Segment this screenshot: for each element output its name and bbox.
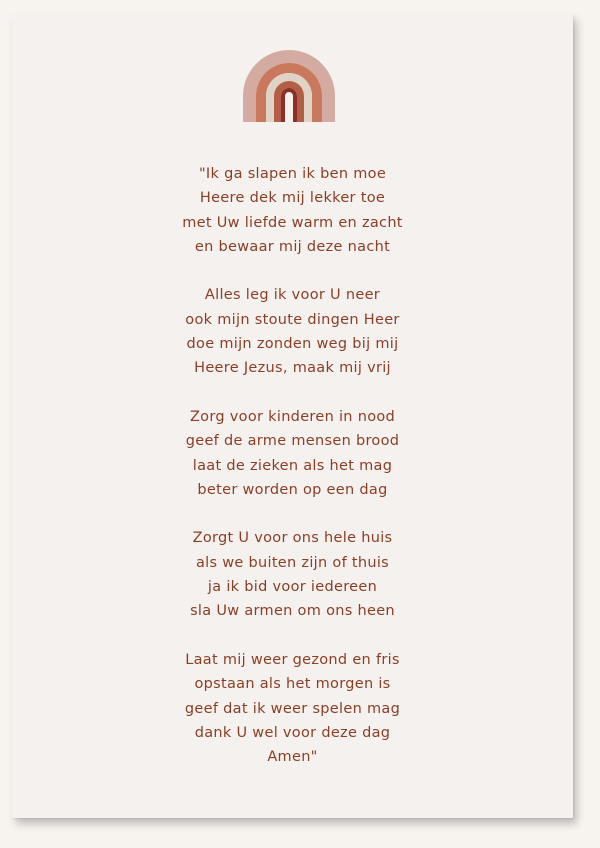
poem-line: geef dat ik weer spelen mag: [184, 700, 401, 717]
poem-line: geef de arme mensen brood: [185, 433, 400, 450]
poem-line: "Ik ga slapen ik ben moe: [198, 166, 387, 182]
poem-line: doe mijn zonden weg bij mij: [186, 336, 399, 353]
poem-stanza-3: [12, 405, 573, 502]
poem-line: sla Uw armen om ons heen: [190, 603, 395, 620]
poem-line: laat de zieken als het mag: [192, 457, 393, 474]
poem-line: opstaan als het morgen is: [194, 676, 391, 693]
poem-stanza-4: [12, 526, 573, 623]
rainbow-band-3: [266, 73, 312, 122]
poem-line: Heere dek mij lekker toe: [199, 190, 386, 207]
poem-line: met Uw liefde warm en zacht: [182, 214, 403, 231]
poem-stanza-5: [12, 648, 573, 769]
poem-line: beter worden op een dag: [197, 481, 388, 498]
poem-text: [12, 162, 573, 794]
poem-line: Laat mij weer gezond en fris: [185, 651, 400, 668]
poem-line: Amen": [267, 749, 318, 766]
poem-stanza-1: [12, 162, 573, 259]
rainbow-band-inner: [281, 88, 297, 122]
poem-line: ja ik bid voor iedereen: [207, 579, 378, 596]
poem-line: ook mijn stoute dingen Heer: [185, 311, 400, 328]
poem-line: dank U wel voor deze dag: [194, 724, 391, 741]
poem-line: Zorgt U voor ons hele huis: [192, 530, 393, 547]
rainbow-icon: [241, 50, 337, 122]
rainbow-band-4: [274, 81, 304, 122]
poem-line: als we buiten zijn of thuis: [195, 554, 390, 571]
poem-line: Zorg voor kinderen in nood: [189, 408, 396, 425]
poem-stanza-2: [12, 283, 573, 380]
poem-line: Alles leg ik voor U neer: [204, 287, 381, 304]
poem-card: [12, 14, 573, 818]
poem-line: Heere Jezus, maak mij vrij: [194, 360, 391, 377]
poem-line: en bewaar mij deze nacht: [194, 238, 391, 255]
